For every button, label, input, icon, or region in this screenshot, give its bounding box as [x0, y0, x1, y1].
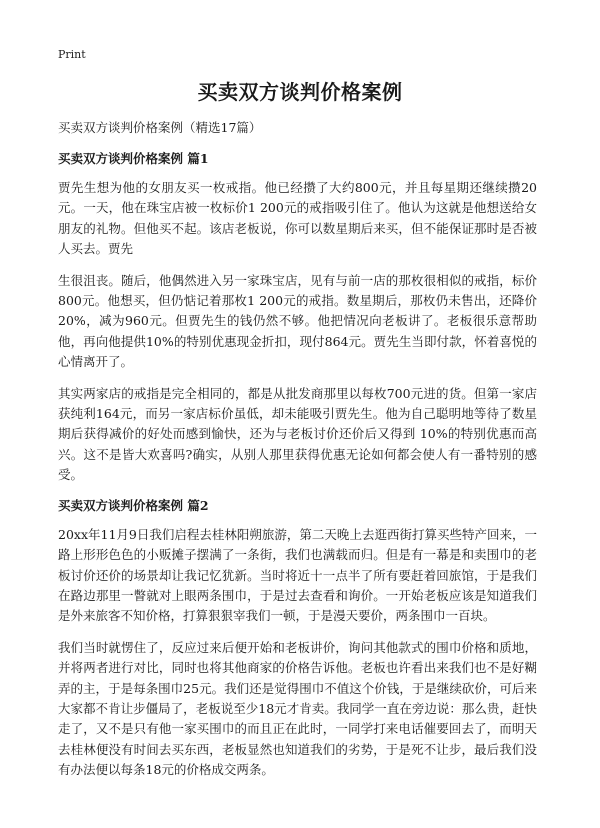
- paragraph: 20xx年11月9日我们启程去桂林阳朔旅游，第二天晚上去逛西街打算买些特产回来，一路上形形色色的小贩摊子摆满了一条街，我们也满载而归。但是有一幕是和卖围巾的老板讨价还价的场景却让我记忆犹新。当时将近十一点半了所有要赶着回旅馆，于是我们在路边那里一瞥就对上眼两条围巾，于是过去查看和询价。一开始老板应该是知道我们是外来旅客不知价格，打算狠狠宰我们一顿，于是漫天要价，两条围巾一百块。: [58, 526, 537, 624]
- section-heading: 买卖双方谈判价格案例 篇2: [58, 497, 209, 513]
- section-2: [58, 497, 537, 781]
- paragraph: 生很沮丧。随后，他偶然进入另一家珠宝店，见有与前一店的那枚很相似的戒指，标价800元。他想买，但仍惦记着那枚1 200元的戒指。数星期后，那枚仍未售出，还降价20%，减为960元。但贾先生的钱仍然不够。他把情况向老板讲了。老板很乐意帮助他，再向他提供10%的特别优惠现金折扣，现付864元。贾先生当即付款，怀着喜悦的心情离开了。: [58, 272, 537, 370]
- paragraph: 其实两家店的戒指是完全相同的，都是从批发商那里以每枚700元进的货。但第一家店获纯利164元，而另一家店标价虽低，却未能吸引贾先生。他为自己聪明地等待了数星期后获得减价的好处而感到愉快，还为与老板讨价还价后又得到 10%的特别优惠而高兴。这不是皆大欢喜吗?确实，从别人那里获得优惠无论如何都会使人有一番特别的感受。: [58, 385, 537, 483]
- document-title: 买卖双方谈判价格案例: [197, 80, 403, 104]
- document-subtitle: 买卖双方谈判价格案例（精选17篇）: [58, 120, 262, 135]
- print-label: Print: [58, 48, 86, 61]
- section-heading: 买卖双方谈判价格案例 篇1: [58, 151, 209, 166]
- paragraph: 我们当时就愣住了，反应过来后便开始和老板讲价，询问其他款式的围巾价格和质地，并将两者进行对比，同时也将其他商家的价格告诉他。老板也许看出来我们也不是好糊弄的主，于是每条围巾25元。我们还是觉得围巾不值这个价钱，于是继续砍价，可后来大家都不肯让步僵局了，老板说至少18元才肯卖。我同学一直在旁边说：那么贵，赶快走了，又不是只有他一家买围巾的而且正在此时，一同学打来电话催要回去了，而明天去桂林便没有时间去买东西，老板显然也知道我们的劣势，于是死不让步，最后我们没有办法便以每条18元的价格成交两条。: [58, 639, 537, 778]
- paragraph: 贾先生想为他的女朋友买一枚戒指。他已经攒了大约800元，并且每星期还继续攒20元。一天，他在珠宝店被一枚标价1 200元的戒指吸引住了。他认为这就是他想送给女朋友的礼物。但他买不起。该店老板说，你可以数星期后来买，但不能保证那时是否被人买去。贾先: [58, 180, 537, 257]
- section-1: [58, 150, 537, 486]
- document-body: [58, 119, 537, 792]
